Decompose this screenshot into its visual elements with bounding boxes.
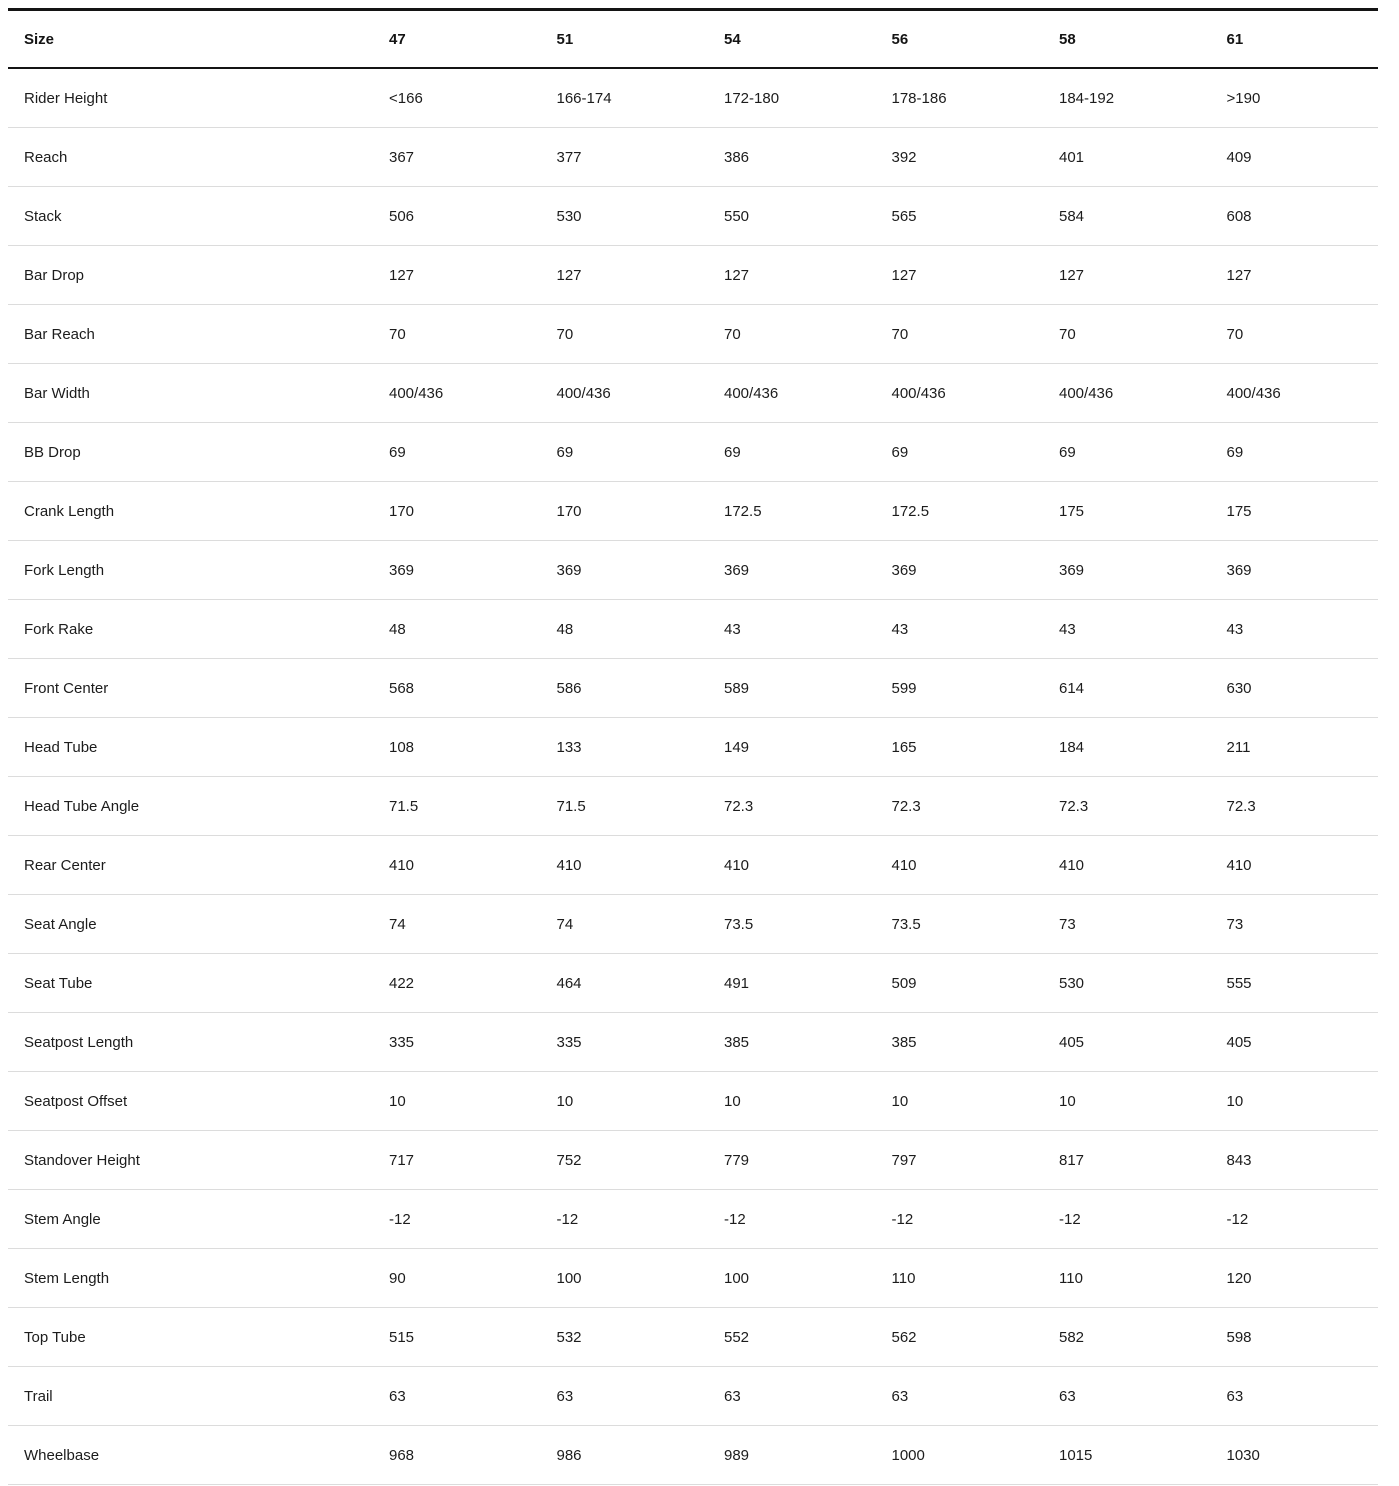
cell: 170: [373, 482, 541, 541]
table-body: [8, 68, 1378, 1485]
cell: 582: [1043, 1308, 1211, 1367]
cell: 211: [1211, 718, 1379, 777]
cell: 584: [1043, 187, 1211, 246]
cell: 515: [373, 1308, 541, 1367]
row-label: Standover Height: [8, 1131, 373, 1190]
geometry-table: [8, 8, 1378, 1485]
cell: 400/436: [1211, 364, 1379, 423]
cell: 843: [1211, 1131, 1379, 1190]
cell: 110: [1043, 1249, 1211, 1308]
cell: 410: [1211, 836, 1379, 895]
cell: >190: [1211, 68, 1379, 128]
row-label: Bar Reach: [8, 305, 373, 364]
cell: 410: [1043, 836, 1211, 895]
table-row: [8, 1367, 1378, 1426]
cell: 817: [1043, 1131, 1211, 1190]
header-row: [8, 10, 1378, 69]
cell: 90: [373, 1249, 541, 1308]
cell: 392: [876, 128, 1044, 187]
cell: 377: [541, 128, 709, 187]
cell: 10: [708, 1072, 876, 1131]
cell: 184-192: [1043, 68, 1211, 128]
cell: 69: [1211, 423, 1379, 482]
cell: 43: [1211, 600, 1379, 659]
cell: 422: [373, 954, 541, 1013]
cell: 127: [541, 246, 709, 305]
cell: 400/436: [708, 364, 876, 423]
cell: 70: [1211, 305, 1379, 364]
table-head: [8, 10, 1378, 69]
cell: 127: [1043, 246, 1211, 305]
cell: 178-186: [876, 68, 1044, 128]
cell: 69: [373, 423, 541, 482]
table-row: [8, 1308, 1378, 1367]
cell: 166-174: [541, 68, 709, 128]
cell: -12: [876, 1190, 1044, 1249]
cell: -12: [373, 1190, 541, 1249]
cell: 779: [708, 1131, 876, 1190]
cell: 10: [1043, 1072, 1211, 1131]
cell: 410: [541, 836, 709, 895]
table-row: [8, 1013, 1378, 1072]
cell: 589: [708, 659, 876, 718]
row-label: Stem Angle: [8, 1190, 373, 1249]
cell: 986: [541, 1426, 709, 1485]
cell: 170: [541, 482, 709, 541]
row-label: Seat Angle: [8, 895, 373, 954]
row-label: Stack: [8, 187, 373, 246]
cell: 550: [708, 187, 876, 246]
cell: 491: [708, 954, 876, 1013]
cell: 506: [373, 187, 541, 246]
cell: 184: [1043, 718, 1211, 777]
cell: -12: [1211, 1190, 1379, 1249]
cell: 10: [1211, 1072, 1379, 1131]
cell: 110: [876, 1249, 1044, 1308]
row-label: Top Tube: [8, 1308, 373, 1367]
table-row: [8, 600, 1378, 659]
cell: 464: [541, 954, 709, 1013]
cell: 108: [373, 718, 541, 777]
cell: 70: [541, 305, 709, 364]
cell: 565: [876, 187, 1044, 246]
row-label: Wheelbase: [8, 1426, 373, 1485]
cell: 70: [373, 305, 541, 364]
cell: 165: [876, 718, 1044, 777]
row-label: Reach: [8, 128, 373, 187]
cell: 63: [1043, 1367, 1211, 1426]
cell: 63: [876, 1367, 1044, 1426]
row-label: Trail: [8, 1367, 373, 1426]
row-label: Head Tube Angle: [8, 777, 373, 836]
cell: 172.5: [876, 482, 1044, 541]
cell: 400/436: [876, 364, 1044, 423]
cell: 69: [541, 423, 709, 482]
cell: 599: [876, 659, 1044, 718]
table-row: [8, 423, 1378, 482]
table-row: [8, 246, 1378, 305]
cell: 717: [373, 1131, 541, 1190]
table-row: [8, 364, 1378, 423]
cell: 48: [373, 600, 541, 659]
cell: 1015: [1043, 1426, 1211, 1485]
cell: 335: [541, 1013, 709, 1072]
cell: 73: [1043, 895, 1211, 954]
size-column-header: 56: [876, 10, 1044, 69]
cell: 43: [1043, 600, 1211, 659]
cell: 630: [1211, 659, 1379, 718]
cell: 172-180: [708, 68, 876, 128]
row-label: Head Tube: [8, 718, 373, 777]
cell: 385: [876, 1013, 1044, 1072]
table-row: [8, 659, 1378, 718]
cell: 598: [1211, 1308, 1379, 1367]
cell: 405: [1211, 1013, 1379, 1072]
cell: 968: [373, 1426, 541, 1485]
cell: 175: [1211, 482, 1379, 541]
row-label: Seatpost Length: [8, 1013, 373, 1072]
cell: 72.3: [1043, 777, 1211, 836]
cell: -12: [708, 1190, 876, 1249]
cell: 63: [708, 1367, 876, 1426]
cell: 149: [708, 718, 876, 777]
cell: 369: [876, 541, 1044, 600]
cell: 63: [541, 1367, 709, 1426]
cell: 797: [876, 1131, 1044, 1190]
cell: 175: [1043, 482, 1211, 541]
cell: 74: [373, 895, 541, 954]
table-row: [8, 1131, 1378, 1190]
cell: 562: [876, 1308, 1044, 1367]
cell: 509: [876, 954, 1044, 1013]
size-column-header: 54: [708, 10, 876, 69]
cell: 48: [541, 600, 709, 659]
table-row: [8, 187, 1378, 246]
cell: 100: [708, 1249, 876, 1308]
cell: 335: [373, 1013, 541, 1072]
table-row: [8, 305, 1378, 364]
cell: 69: [876, 423, 1044, 482]
cell: 69: [708, 423, 876, 482]
cell: 555: [1211, 954, 1379, 1013]
cell: 74: [541, 895, 709, 954]
row-label: Rear Center: [8, 836, 373, 895]
cell: 989: [708, 1426, 876, 1485]
table-row: [8, 777, 1378, 836]
row-label: Bar Drop: [8, 246, 373, 305]
table-row: [8, 895, 1378, 954]
cell: 72.3: [1211, 777, 1379, 836]
row-label: Bar Width: [8, 364, 373, 423]
cell: 552: [708, 1308, 876, 1367]
cell: 133: [541, 718, 709, 777]
row-label: BB Drop: [8, 423, 373, 482]
cell: 752: [541, 1131, 709, 1190]
row-label: Fork Length: [8, 541, 373, 600]
cell: 10: [541, 1072, 709, 1131]
table-row: [8, 68, 1378, 128]
cell: 530: [1043, 954, 1211, 1013]
cell: 608: [1211, 187, 1379, 246]
cell: <166: [373, 68, 541, 128]
cell: 71.5: [373, 777, 541, 836]
row-label: Front Center: [8, 659, 373, 718]
cell: 530: [541, 187, 709, 246]
cell: 385: [708, 1013, 876, 1072]
size-column-header: 61: [1211, 10, 1379, 69]
table-row: [8, 1190, 1378, 1249]
cell: 586: [541, 659, 709, 718]
cell: 568: [373, 659, 541, 718]
cell: 1000: [876, 1426, 1044, 1485]
table-row: [8, 718, 1378, 777]
cell: 70: [876, 305, 1044, 364]
cell: 405: [1043, 1013, 1211, 1072]
row-label: Seat Tube: [8, 954, 373, 1013]
size-column-header: 51: [541, 10, 709, 69]
cell: 10: [373, 1072, 541, 1131]
cell: 43: [708, 600, 876, 659]
table-row: [8, 128, 1378, 187]
table-row: [8, 954, 1378, 1013]
cell: 120: [1211, 1249, 1379, 1308]
cell: 369: [1043, 541, 1211, 600]
cell: 369: [1211, 541, 1379, 600]
cell: 1030: [1211, 1426, 1379, 1485]
row-label: Seatpost Offset: [8, 1072, 373, 1131]
cell: 532: [541, 1308, 709, 1367]
cell: 401: [1043, 128, 1211, 187]
cell: 614: [1043, 659, 1211, 718]
table-row: [8, 1072, 1378, 1131]
table-row: [8, 836, 1378, 895]
cell: 369: [541, 541, 709, 600]
cell: 410: [708, 836, 876, 895]
cell: 71.5: [541, 777, 709, 836]
cell: 410: [876, 836, 1044, 895]
size-column-header: 47: [373, 10, 541, 69]
cell: 73.5: [708, 895, 876, 954]
cell: 127: [373, 246, 541, 305]
cell: 100: [541, 1249, 709, 1308]
cell: 73.5: [876, 895, 1044, 954]
cell: 127: [1211, 246, 1379, 305]
cell: 72.3: [708, 777, 876, 836]
cell: 72.3: [876, 777, 1044, 836]
cell: 400/436: [373, 364, 541, 423]
cell: 367: [373, 128, 541, 187]
cell: -12: [541, 1190, 709, 1249]
cell: 410: [373, 836, 541, 895]
cell: 400/436: [541, 364, 709, 423]
cell: 70: [1043, 305, 1211, 364]
cell: 127: [708, 246, 876, 305]
table-row: [8, 1426, 1378, 1485]
cell: 369: [373, 541, 541, 600]
cell: 63: [1211, 1367, 1379, 1426]
row-label: Stem Length: [8, 1249, 373, 1308]
cell: 70: [708, 305, 876, 364]
cell: 172.5: [708, 482, 876, 541]
cell: 409: [1211, 128, 1379, 187]
cell: 127: [876, 246, 1044, 305]
cell: 63: [373, 1367, 541, 1426]
cell: 400/436: [1043, 364, 1211, 423]
cell: 386: [708, 128, 876, 187]
table-row: [8, 1249, 1378, 1308]
cell: 73: [1211, 895, 1379, 954]
table-row: [8, 482, 1378, 541]
cell: 69: [1043, 423, 1211, 482]
row-label: Fork Rake: [8, 600, 373, 659]
size-column-header: 58: [1043, 10, 1211, 69]
cell: 369: [708, 541, 876, 600]
row-label: Crank Length: [8, 482, 373, 541]
cell: -12: [1043, 1190, 1211, 1249]
cell: 10: [876, 1072, 1044, 1131]
row-label: Rider Height: [8, 68, 373, 128]
table-row: [8, 541, 1378, 600]
size-header: Size: [8, 10, 373, 69]
cell: 43: [876, 600, 1044, 659]
